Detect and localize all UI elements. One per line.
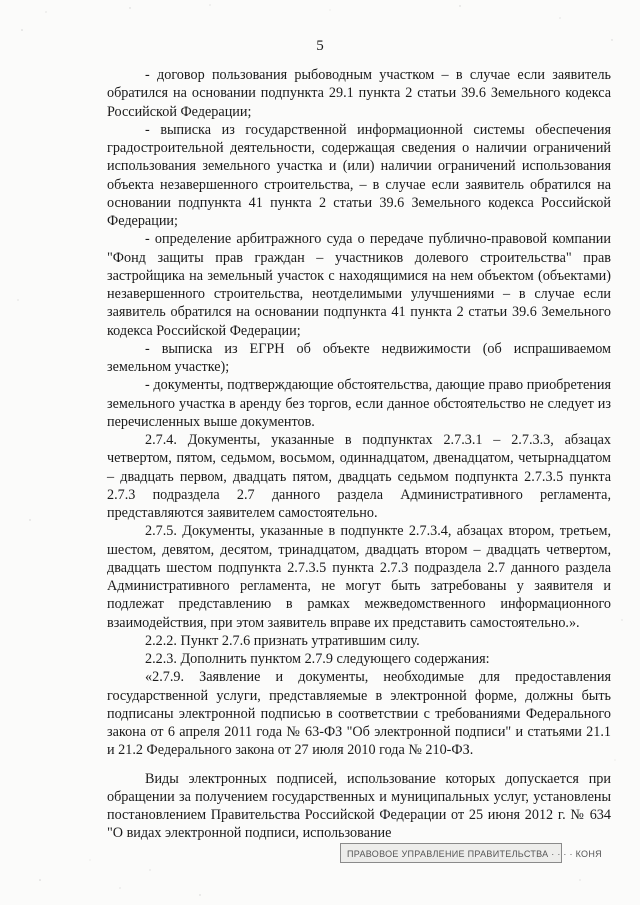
paragraph-fish-farming-contract: - договор пользования рыбоводным участком – в случае если заявитель обратился на основании подпункта 29.1 пункта 2 статьи 39.6 Земельного кодекса Российской Федерации;: [107, 67, 611, 120]
legal-department-stamp: ПРАВОВОЕ УПРАВЛЕНИЕ ПРАВИТЕЛЬСТВА · · · · КОНЯ: [340, 843, 562, 863]
document-body: [107, 66, 611, 843]
paragraph-2-2-2: 2.2.2. Пункт 2.7.6 признать утратившим силу.: [145, 632, 420, 649]
paragraph-2-2-3: 2.2.3. Дополнить пунктом 2.7.9 следующего содержания:: [145, 651, 490, 667]
paragraph-egrn-extract: - выписка из ЕГРН об объекте недвижимости (об испрашиваемом земельном участке);: [107, 340, 611, 375]
paragraph-2-7-9: «2.7.9. Заявление и документы, необходимые для предоставления государственной услуги, представляемые в электронной форме, должны быть подписаны электронной подписью в соответствии с требованиями Федерального закона от 6 апреля 2011 года № 63-ФЗ "Об электронной подписи" и статьями 21.1 и 21.2 Федерального закона от 27 июля 2010 года № 210-ФЗ.: [107, 669, 611, 759]
paragraph-signature-types: Виды электронных подписей, использование которых допускается при обращении за получением государственных и муниципальных услуг, установлены постановлением Правительства Российской Федерации от 25 июня 2012 г. № 634 "О видах электронной подписи, использование: [107, 770, 611, 842]
page-number: 5: [316, 38, 324, 54]
paragraph-supporting-documents: - документы, подтверждающие обстоятельства, дающие право приобретения земельного участка в аренду без торгов, если данное обстоятельство не следует из перечисленных выше документов.: [107, 377, 611, 430]
paragraph-2-7-4: 2.7.4. Документы, указанные в подпунктах 2.7.3.1 – 2.7.3.3, абзацах четвертом, пятом, седьмом, восьмом, одиннадцатом, двенадцатом, четырнадцатом – двадцать первом, двадцать пятом, двадцать седьмом подпункта 2.7.3.5 пункта 2.7.3 подраздела 2.7 данного раздела Административного регламента, представляются заявителем самостоятельно.: [107, 432, 611, 521]
paragraph-arbitration-ruling: - определение арбитражного суда о передаче публично-правовой компании "Фонд защиты прав граждан – участников долевого строительства" прав застройщика на земельный участок с находящимися на нем объектом (объектами) незавершенного строительства, неотделимыми улучшениями – в случае если заявитель обратился на основании подпункта 41 пункта 2 статьи 39.6 Земельного кодекса Российской Федерации;: [107, 231, 611, 339]
paragraph-2-7-5: 2.7.5. Документы, указанные в подпункте 2.7.3.4, абзацах втором, третьем, шестом, девятом, десятом, тринадцатом, двадцать втором – двадцать четвертом, двадцать шестом подпункта 2.7.3.5 пункта 2.7.3 подраздела 2.7 данного раздела Административного регламента, не могут быть затребованы у заявителя и подлежат представлению в рамках межведомственного информационного взаимодействия, при этом заявитель вправе их представить самостоятельно.».: [107, 523, 611, 631]
paragraph-gis-extract: - выписка из государственной информационной системы обеспечения градостроительной деятельности, содержащая сведения о наличии ограничений использования земельного участка и (или) наличии ограничений использования объекта незавершенного строительства, – в случае если заявитель обратился на основании подпункта 41 пункта 2 статьи 39.6 Земельного кодекса Российской Федерации;: [107, 121, 611, 229]
